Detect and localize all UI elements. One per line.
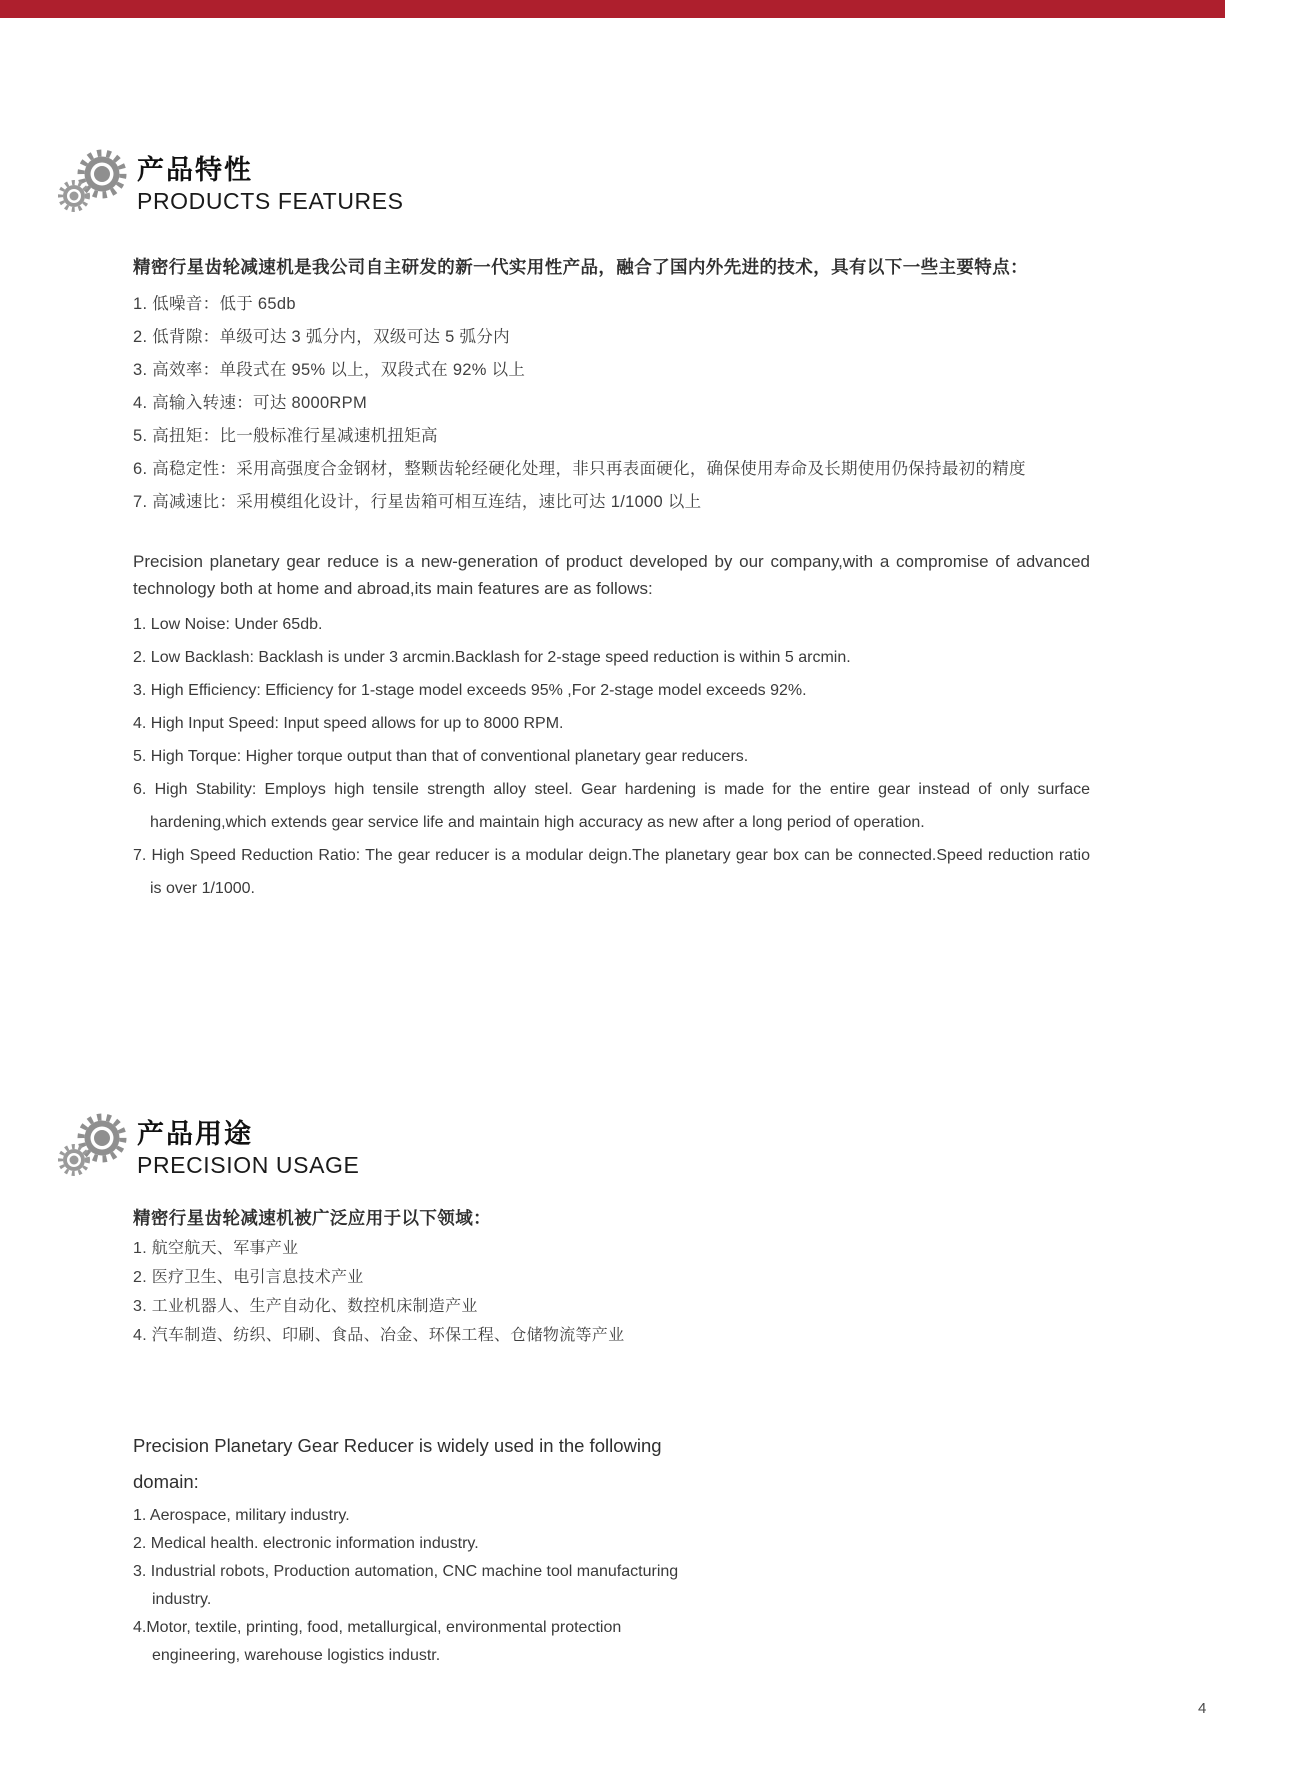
section1-content [133,254,1180,905]
usage-item-en-continuation: engineering, warehouse logistics industr. [152,1647,441,1664]
usage-item-zh: 3. 工业机器人、生产自动化、数控机床制造产业 [133,1298,478,1315]
section-precision-usage [0,1112,1300,1670]
feature-item-en: 7. High Speed Reduction Ratio: The gear reducer is a modular deign.The planetary gear box can be connected.Speed reduction ratio is over 1/1000. [133,847,1090,897]
usage-intro-zh: 精密行星齿轮减速机被广泛应用于以下领域： [133,1208,491,1228]
feature-item-en: 5. High Torque: Higher torque output than that of conventional planetary gear reducers. [133,748,749,765]
section-titles [137,148,404,216]
feature-item-en: 6. High Stability: Employs high tensile strength alloy steel. Gear hardening is made for the entire gear instead of only surface hardening,which extends gear service life and maintain high accuracy as new after a long period of operation. [133,781,1090,831]
usage-item-zh: 2. 医疗卫生、电引言息技术产业 [133,1269,364,1286]
feature-item-zh: 6. 高稳定性：采用高强度合金钢材，整颗齿轮经硬化处理，非只再表面硬化，确保使用寿命及长期使用仍保持最初的精度 [133,460,1026,478]
usage-intro-en-line: Precision Planetary Gear Reducer is widely used in the following [133,1435,662,1456]
features-list-en [133,608,1090,905]
section2-title-zh: 产品用途 [137,1119,253,1149]
usage-intro-en-line: domain: [133,1471,199,1492]
feature-item-zh: 1. 低噪音：低于 65db [133,295,296,313]
usage-intro-en [133,1428,1180,1500]
usage-item-en-continuation: industry. [152,1591,212,1608]
usage-item-zh: 1. 航空航天、军事产业 [133,1240,299,1257]
feature-item-zh: 7. 高减速比：采用模组化设计，行星齿箱可相互连结，速比可达 1/1000 以上 [133,493,702,511]
usage-item-en: 3. Industrial robots, Production automation, CNC machine tool manufacturing [133,1563,679,1580]
features-intro-en: Precision planetary gear reduce is a new-generation of product developed by our company,with a compromise of advanced technology both at home and abroad,its main features are as follows: [133,552,1090,598]
section2-content [133,1205,1180,1670]
features-list-zh [133,288,1180,519]
top-accent-bar [0,0,1225,18]
features-intro-zh: 精密行星齿轮减速机是我公司自主研发的新一代实用性产品，融合了国内外先进的技术，具有以下一些主要特点： [133,257,1028,277]
section-header [58,1112,1300,1188]
feature-item-zh: 4. 高输入转速：可达 8000RPM [133,394,368,412]
usage-item-en: 1. Aerospace, military industry. [133,1507,350,1524]
section2-title-en: PRECISION USAGE [137,1152,360,1178]
feature-item-en: 1. Low Noise: Under 65db. [133,616,323,633]
section1-title-en: PRODUCTS FEATURES [137,188,404,214]
page-number: 4 [1198,1700,1207,1717]
feature-item-zh: 2. 低背隙：单级可达 3 弧分内，双级可达 5 弧分内 [133,328,510,346]
feature-item-en: 2. Low Backlash: Backlash is under 3 arcmin.Backlash for 2-stage speed reduction is within 5 arcmin. [133,649,851,666]
gears-icon [58,1112,134,1188]
section-header [58,148,1300,224]
features-english-block [133,548,1090,905]
gears-icon [58,148,134,224]
usage-item-zh: 4. 汽车制造、纺织、印刷、食品、冶金、环保工程、仓储物流等产业 [133,1327,625,1344]
usage-item-en: 4.Motor, textile, printing, food, metallurgical, environmental protection [133,1619,622,1636]
usage-item-en: 2. Medical health. electronic information industry. [133,1535,479,1552]
section-titles [137,1112,359,1180]
usage-list-zh [133,1234,1180,1350]
usage-list-en [133,1502,1180,1670]
feature-item-en: 3. High Efficiency: Efficiency for 1-stage model exceeds 95% ,For 2-stage model exceeds 92%. [133,682,807,699]
section1-title-zh: 产品特性 [137,155,253,185]
feature-item-zh: 3. 高效率：单段式在 95% 以上，双段式在 92% 以上 [133,361,526,379]
feature-item-en: 4. High Input Speed: Input speed allows for up to 8000 RPM. [133,715,564,732]
feature-item-zh: 5. 高扭矩：比一般标准行星减速机扭矩高 [133,427,438,445]
section-products-features [0,148,1300,905]
